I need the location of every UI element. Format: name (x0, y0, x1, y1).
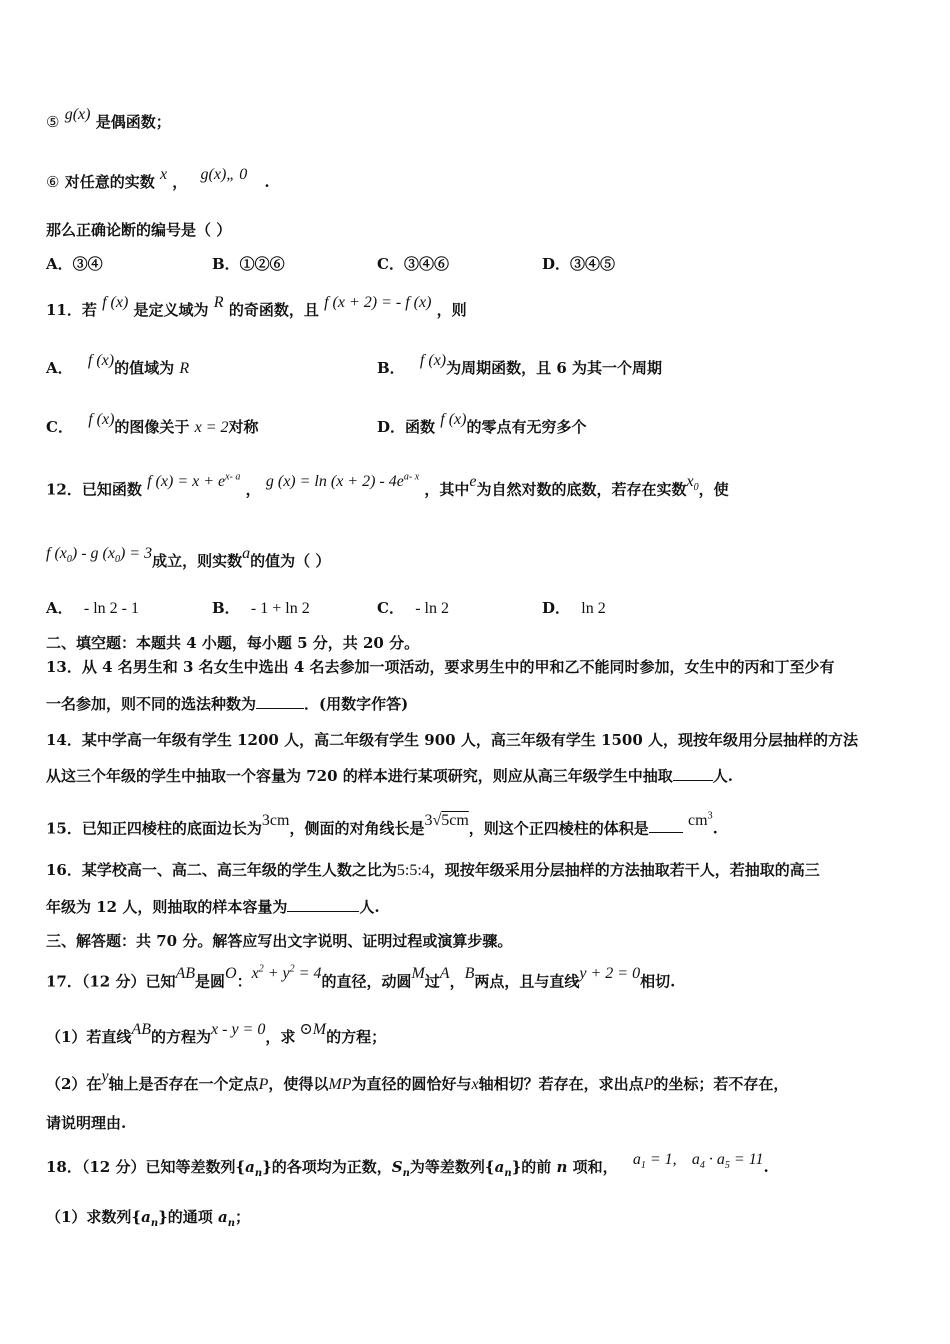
text: 两点，且与直线 (474, 972, 580, 991)
math-var: a (494, 1158, 505, 1176)
text: ， (245, 480, 261, 499)
text: （1）求数列{ (46, 1208, 142, 1226)
math-expr: g(x) (64, 106, 91, 123)
math-expr (632, 1151, 677, 1172)
math-var: O (225, 965, 237, 983)
math-part: 3 (424, 812, 433, 830)
q17-part-1 (46, 1021, 387, 1048)
math-var: R (213, 294, 224, 311)
math-sup: a- x (403, 472, 420, 483)
q12-option-b (212, 598, 310, 619)
math-sup: 2 (258, 964, 264, 975)
math-sub: n (402, 1168, 410, 1179)
text: 一名参加，则不同的选法种数为 (46, 695, 257, 713)
math-expr: y + 2 = 0 (579, 965, 641, 983)
math-f: f (x) = x + e (147, 473, 226, 491)
math-var: x (159, 166, 168, 183)
unit (688, 812, 713, 829)
math-x: x (686, 473, 694, 491)
q10-prompt: 那么正确论断的编号是（ ） (46, 221, 232, 239)
text: }的通项 (158, 1208, 213, 1226)
option-label: B． (377, 359, 405, 377)
math-part: f (x (46, 545, 67, 562)
unit-sup: 3 (707, 811, 713, 822)
q12-option-c (377, 598, 449, 619)
item-number: ⑤ (46, 113, 60, 131)
math-var: a (245, 1158, 255, 1176)
q10-option-d: D．③④⑤ (542, 255, 616, 273)
math-part: = 4 (294, 965, 322, 983)
math-sub: n (254, 1168, 263, 1179)
text: 人. (359, 898, 380, 916)
q10-option-c: C．③④⑥ (377, 255, 449, 273)
q10-option-b: B．①②⑥ (212, 255, 285, 273)
math-expr: f (x) (440, 411, 467, 428)
text: ，现按年级采用分层抽样的方法抽取若干人，若抽取的高三 (429, 861, 820, 879)
text: 从这三个年级的学生中抽取一个容量为 720 的样本进行某项研究，则应从高三年级学生中抽取 (46, 767, 673, 785)
text: 相切. (640, 972, 676, 991)
math-var: a (141, 1208, 151, 1226)
text: }的前 (511, 1158, 552, 1176)
q11-number: 11．若 (46, 301, 97, 319)
section-3-heading: 三、解答题：共 70 分。解答应写出文字说明、证明过程或演算步骤。 (46, 932, 513, 950)
math-var: MP (328, 1076, 352, 1093)
math-sub: 0 (693, 482, 699, 494)
math-expr (46, 545, 153, 566)
item-6 (46, 166, 270, 193)
answer-blank[interactable] (649, 818, 683, 833)
math-sup: x- a (225, 472, 241, 483)
q11-option-a (46, 352, 190, 379)
q17-part-2-cont: 请说明理由. (46, 1114, 127, 1132)
text: ，则 (436, 301, 467, 319)
math-var: y (101, 1068, 109, 1085)
text: ，使 (698, 480, 729, 499)
math-expr: g(x)„ 0 (200, 166, 248, 183)
text: 人. (712, 767, 733, 785)
answer-blank[interactable] (256, 694, 304, 709)
math-part: = 11 (729, 1151, 764, 1168)
text: 为自然对数的底数，若存在实数 (476, 480, 687, 499)
text: ； (235, 1208, 251, 1226)
text: 成立，则实数 (152, 552, 243, 570)
q11-option-d (377, 411, 587, 438)
math-part: · a (704, 1151, 725, 1168)
text: ．(用数字作答) (304, 695, 409, 713)
math-expr: x = 2 (194, 419, 229, 436)
math-expr: - 1 + ln 2 (250, 600, 310, 617)
q12-stem (46, 472, 729, 507)
unit-text: cm (688, 812, 708, 830)
text: 项和， (572, 1158, 618, 1176)
item-number: ⑥ (46, 173, 60, 191)
math-sub: 4 (699, 1160, 705, 1172)
text: ，其中 (424, 480, 470, 499)
text: 为直径的圆恰好与 (351, 1075, 472, 1093)
math-var: a (242, 545, 251, 562)
math-sub: 0 (114, 554, 120, 566)
math-sqrt: √ (432, 812, 442, 830)
math-var: a (218, 1208, 228, 1226)
option-label: A． (46, 359, 73, 377)
option-text: 为周期函数，且 6 为其一个周期 (446, 359, 663, 377)
text: ， (449, 972, 465, 991)
math-part: ) = 3 (119, 545, 153, 562)
q14-line-2 (46, 766, 733, 786)
text: 为等差数列{ (409, 1158, 495, 1176)
math-expr: f (x) (87, 352, 115, 369)
text: ，求 (265, 1028, 296, 1046)
math-sub: n (150, 1218, 159, 1229)
q16-line-2 (46, 897, 380, 917)
answer-blank[interactable] (287, 897, 359, 912)
math-sup: 2 (289, 964, 295, 975)
item-5 (46, 106, 171, 133)
math-expr: ⊙M (299, 1021, 327, 1038)
math-var: B (464, 965, 475, 983)
math-expr: - ln 2 (415, 600, 449, 617)
option-text: 对称 (228, 418, 259, 436)
math-expr: - ln 2 - 1 (83, 600, 139, 617)
text: 18．（12 分）已知等差数列{ (46, 1158, 246, 1176)
q18-part-1 (46, 1207, 250, 1234)
math-part: x (251, 965, 259, 983)
math-part: a (691, 1151, 700, 1168)
section-2-heading: 二、填空题：本题共 4 小题，每小题 5 分，共 20 分。 (46, 634, 420, 652)
q12-stem-2 (46, 545, 331, 578)
text: 的直径，动圆 (321, 972, 412, 991)
option-label: B． (212, 599, 240, 617)
q10-option-a: A．③④ (46, 255, 103, 273)
q14-line-1: 14．某中学高一年级有学生 1200 人，高二年级有学生 900 人，高三年级有学生 1500 人，现按年级用分层抽样的方法 (46, 731, 859, 749)
math-expr: ln 2 (581, 600, 606, 617)
q12-number: 12．已知函数 (46, 480, 142, 499)
math-part: 5cm (441, 812, 469, 830)
text: 轴上是否存在一个定点 (108, 1075, 259, 1093)
text: }的各项均为正数， (262, 1158, 392, 1176)
math-var: P (643, 1076, 654, 1093)
math-var: S (391, 1158, 403, 1176)
text: 是定义域为 (133, 301, 209, 319)
text: 17．（12 分）已知 (46, 972, 176, 991)
q17-part-2 (46, 1068, 789, 1095)
item-text: 对任意的实数 (64, 173, 155, 191)
text: 的奇函数，且 (228, 301, 319, 319)
math-var: x (471, 1076, 479, 1093)
q17-stem (46, 964, 676, 992)
math-var: AB (175, 965, 196, 983)
math-var: AB (131, 1021, 151, 1038)
q12-option-a (46, 598, 139, 619)
text: （2）在 (46, 1075, 102, 1093)
text: 的方程为 (151, 1028, 212, 1046)
math-expr: 5:5:4 (396, 862, 430, 879)
math-var: e (469, 473, 477, 491)
math-part: a (632, 1151, 641, 1168)
math-part: + y (263, 965, 290, 983)
math-sub: 0 (66, 554, 72, 566)
item-text: 是偶函数； (95, 113, 171, 131)
option-label: D． (542, 599, 571, 617)
option-label: A． (46, 599, 73, 617)
math-expr (252, 965, 322, 982)
q16-line-1 (46, 860, 820, 881)
text: ，使得以 (268, 1075, 329, 1093)
math-expr (147, 473, 240, 490)
math-g: g (x) = ln (x + 2) - 4e (265, 473, 404, 491)
math-var: A (439, 965, 450, 983)
math-part: ) - g (x (71, 545, 115, 562)
math-sub: n (227, 1218, 236, 1229)
item-comma: ， (172, 173, 188, 191)
q15-line (46, 811, 718, 839)
text: ： (236, 972, 252, 991)
math-part: = 1, (645, 1151, 677, 1168)
q13-line-2 (46, 694, 408, 714)
math-expr: f (x) (102, 294, 129, 311)
math-var: R (179, 360, 190, 377)
option-label: D．函数 (377, 418, 436, 436)
option-label: C． (377, 599, 404, 617)
math-expr (691, 1151, 764, 1172)
text: 的值为（ ） (250, 552, 331, 570)
math-expr: 3cm (261, 812, 290, 830)
math-sub: 5 (724, 1160, 730, 1172)
q13-line-1: 13．从 4 名男生和 3 名女生中选出 4 名去参加一项活动，要求男生中的甲和乙不能同时参加，女生中的丙和丁至少有 (46, 658, 835, 676)
q18-stem (46, 1151, 769, 1184)
option-text: 的图像关于 (114, 418, 190, 436)
text: 16．某学校高一、高二、高三年级的学生人数之比为 (46, 861, 397, 879)
math-var: n (556, 1158, 568, 1176)
text: . (712, 819, 718, 838)
option-text: 的值域为 (114, 359, 175, 377)
math-sub: n (504, 1168, 512, 1179)
text: . (763, 1158, 769, 1176)
math-var (686, 473, 699, 494)
math-expr: f (x) (88, 411, 115, 428)
text: 15．已知正四棱柱的底面边长为 (46, 819, 262, 838)
math-expr: x - y = 0 (211, 1021, 266, 1038)
text: 年级为 12 人，则抽取的样本容量为 (46, 898, 288, 916)
math-sub: 1 (640, 1160, 646, 1172)
answer-blank[interactable] (673, 766, 713, 781)
text: ，则这个正四棱柱的体积是 (468, 819, 649, 838)
option-label: C． (46, 418, 73, 436)
text: 过 (424, 972, 440, 991)
text: （1）若直线 (46, 1028, 132, 1046)
math-expr: f (x + 2) = - f (x) (324, 294, 432, 311)
q11-option-c (46, 411, 259, 438)
text: ，侧面的对角线长是 (289, 819, 425, 838)
q11-option-b (377, 352, 663, 379)
math-expr: f (x) (419, 352, 447, 369)
text: 的坐标；若不存在， (653, 1075, 789, 1093)
q12-option-d (542, 598, 606, 619)
option-text: 的零点有无穷多个 (466, 418, 587, 436)
text: 的方程； (326, 1028, 387, 1046)
math-expr (424, 812, 468, 829)
item-end: . (264, 173, 270, 191)
math-expr (266, 473, 419, 490)
math-var: P (258, 1076, 269, 1093)
text: 轴相切？若存在，求出点 (478, 1075, 644, 1093)
q11-stem (46, 294, 467, 321)
text: 是圆 (195, 972, 226, 991)
math-var: M (411, 965, 425, 983)
